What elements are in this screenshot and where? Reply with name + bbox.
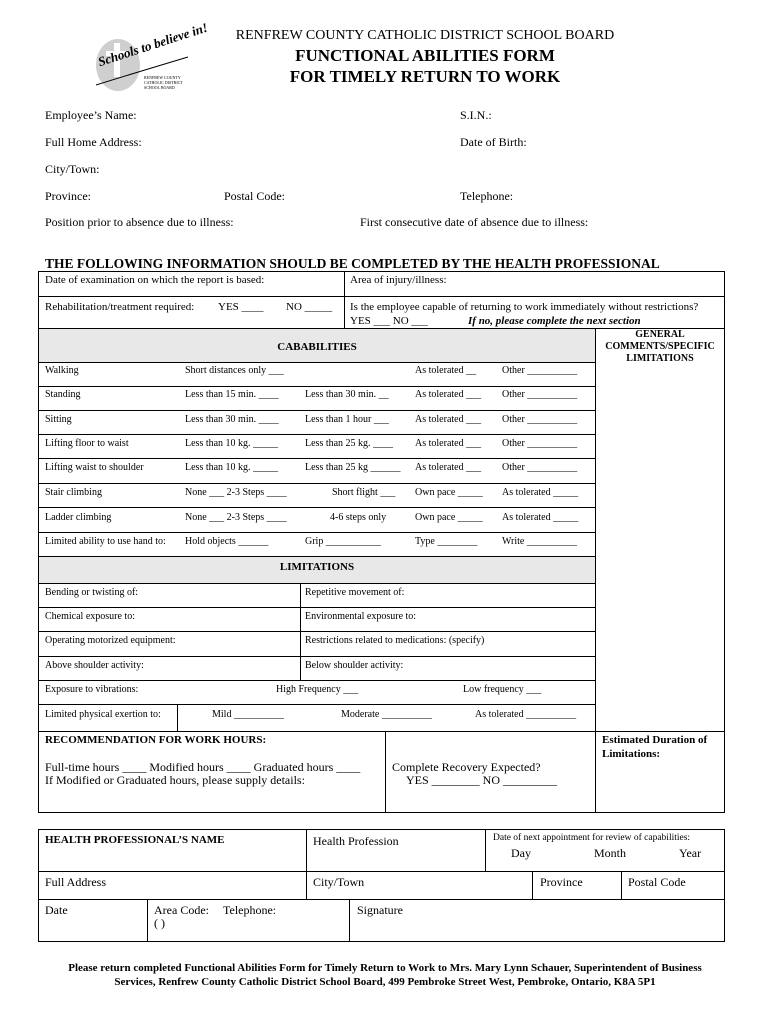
dob-label: Date of Birth: [460, 135, 527, 149]
cap-row-label: Lifting floor to waist [45, 438, 129, 449]
cap-row-label: Lifting waist to shoulder [45, 462, 144, 473]
duration-heading-line1: Estimated Duration of [602, 734, 708, 746]
signature-label[interactable]: Signature [357, 903, 403, 917]
recommendation-heading: RECOMMENDATION FOR WORK HOURS: [45, 734, 267, 746]
mild-option[interactable]: Mild __________ [212, 709, 284, 720]
comments-heading [596, 329, 724, 365]
logo [88, 19, 210, 95]
rehab-yes[interactable]: YES ____ [218, 301, 264, 313]
professional-name-label[interactable]: HEALTH PROFESSIONAL’S NAME [45, 834, 225, 846]
date-label[interactable]: Date [45, 903, 68, 917]
rehab-label: Rehabilitation/treatment required: [45, 301, 195, 313]
section-heading: THE FOLLOWING INFORMATION SHOULD BE COMPLETED BY THE HEALTH PROFESSIONAL [45, 256, 660, 271]
cap-option[interactable]: Short distances only ___ [185, 365, 284, 376]
cap-option[interactable]: As tolerated _____ [502, 512, 579, 523]
province-label: Province: [45, 189, 91, 203]
logo-subtext: RENFREW COUNTY CATHOLIC DISTRICT SCHOOL BOARD [144, 75, 183, 90]
form-title: FUNCTIONAL ABILITIES FORM [295, 46, 555, 65]
next-appointment-label: Date of next appointment for review of capabilities: [493, 833, 691, 843]
position-label: Position prior to absence due to illness: [45, 215, 234, 229]
cap-option[interactable]: As tolerated ___ [415, 438, 482, 449]
footer-line2: Services, Renfrew County Catholic District School Board, 499 Pembroke Street West, Pembroke, Ontario, K8A 5P1 [114, 976, 656, 988]
cap-row-label: Stair climbing [45, 487, 102, 498]
logo-text: Schools to believe in! [96, 19, 210, 70]
exam-date-label: Date of examination on which the report is based: [45, 274, 265, 286]
cap-option[interactable]: Less than 25 kg. ____ [305, 438, 394, 449]
limitation-field[interactable]: Repetitive movement of: [305, 587, 405, 598]
professional-city-label[interactable]: City/Town [313, 875, 365, 889]
limitation-field[interactable]: Above shoulder activity: [45, 660, 144, 671]
city-label: City/Town: [45, 162, 100, 176]
cap-option[interactable]: Less than 10 kg. _____ [185, 462, 279, 473]
area-code-parens: ( ) [154, 916, 165, 930]
telephone-label: Telephone: [460, 189, 514, 203]
limitation-field[interactable]: Operating motorized equipment: [45, 635, 176, 646]
employee-name-label: Employee’s Name: [45, 108, 137, 122]
day-label[interactable]: Day [511, 846, 531, 860]
cap-option[interactable]: None ___ 2-3 Steps ____ [185, 487, 287, 498]
limitation-field[interactable]: Restrictions related to medications: (specify) [305, 635, 485, 646]
cap-option[interactable]: As tolerated ___ [415, 389, 482, 400]
cap-option[interactable]: Less than 15 min. ____ [185, 389, 279, 400]
cap-option[interactable]: Write __________ [502, 536, 577, 547]
cap-row-label: Standing [45, 389, 81, 400]
limitation-field[interactable]: Environmental exposure to: [305, 611, 417, 622]
cap-option[interactable]: As tolerated _____ [502, 487, 579, 498]
limitation-field[interactable]: Below shoulder activity: [305, 660, 404, 671]
professional-telephone-label[interactable]: Telephone: [223, 903, 277, 917]
as-tolerated-option[interactable]: As tolerated __________ [475, 709, 577, 720]
cap-option[interactable]: As tolerated ___ [415, 414, 482, 425]
professional-address-label[interactable]: Full Address [45, 875, 107, 889]
professional-province-label[interactable]: Province [540, 875, 583, 889]
recovery-yes-no[interactable]: YES ________ NO _________ [406, 773, 558, 787]
postal-code-label: Postal Code: [224, 189, 286, 203]
cap-option[interactable]: Less than 30 min. __ [305, 389, 389, 400]
high-frequency-option[interactable]: High Frequency ___ [276, 684, 359, 695]
injury-area-label: Area of injury/illness: [350, 274, 447, 286]
cap-option[interactable]: Less than 10 kg. _____ [185, 438, 279, 449]
low-frequency-option[interactable]: Low frequency ___ [463, 684, 542, 695]
limitations-heading: LIMITATIONS [279, 561, 355, 573]
comments-heading-line2: COMMENTS/SPECIFIC [605, 341, 715, 352]
year-label[interactable]: Year [679, 846, 702, 860]
cap-row-label: Limited ability to use hand to: [45, 536, 166, 547]
cap-option[interactable]: None ___ 2-3 Steps ____ [185, 512, 287, 523]
form-subtitle: FOR TIMELY RETURN TO WORK [289, 67, 561, 86]
cap-option[interactable]: As tolerated ___ [415, 462, 482, 473]
cap-option[interactable]: Less than 30 min. ____ [185, 414, 279, 425]
cap-option[interactable]: Type ________ [415, 536, 478, 547]
exertion-label: Limited physical exertion to: [45, 709, 161, 720]
cap-option[interactable]: Grip ___________ [305, 536, 381, 547]
cap-option[interactable]: Own pace _____ [415, 512, 483, 523]
month-label[interactable]: Month [594, 846, 627, 860]
cap-option[interactable]: As tolerated __ [415, 365, 477, 376]
moderate-option[interactable]: Moderate __________ [341, 709, 432, 720]
cap-option[interactable]: Other __________ [502, 414, 578, 425]
capabilities-heading: CABABILITIES [277, 341, 357, 353]
professional-postal-label[interactable]: Postal Code [628, 875, 686, 889]
capable-note: If no, please complete the next section [468, 315, 641, 327]
footer-line1: Please return completed Functional Abilities Form for Timely Return to Work to Mrs. Mary Lynn Schauer, Superintendent of Business [68, 962, 702, 974]
first-absence-date-label: First consecutive date of absence due to illness: [360, 215, 589, 229]
cap-option[interactable]: Less than 1 hour ___ [305, 414, 389, 425]
work-hours-options[interactable]: Full-time hours ____ Modified hours ____ Graduated hours ____ [45, 760, 361, 774]
limitation-field[interactable]: Bending or twisting of: [45, 587, 139, 598]
cap-option[interactable]: Short flight ___ [332, 487, 396, 498]
cap-option[interactable]: Less than 25 kg ______ [305, 462, 401, 473]
capable-question: Is the employee capable of returning to work immediately without restrictions? [350, 301, 699, 313]
board-name: RENFREW COUNTY CATHOLIC DISTRICT SCHOOL BOARD [235, 28, 615, 43]
comments-heading-line1: GENERAL [635, 329, 685, 340]
hours-details-label: If Modified or Graduated hours, please supply details: [45, 773, 305, 787]
area-code-label[interactable]: Area Code: [154, 903, 209, 917]
cap-option[interactable]: 4-6 steps only [330, 512, 387, 523]
cap-option[interactable]: Hold objects ______ [185, 536, 269, 547]
home-address-label: Full Home Address: [45, 135, 142, 149]
vibration-label: Exposure to vibrations: [45, 684, 139, 695]
comments-heading-line3: LIMITATIONS [626, 353, 694, 364]
duration-heading-line2: Limitations: [602, 748, 661, 760]
profession-label[interactable]: Health Profession [313, 834, 399, 848]
limitation-field[interactable]: Chemical exposure to: [45, 611, 135, 622]
rehab-no[interactable]: NO _____ [286, 301, 333, 313]
cap-option[interactable]: Own pace _____ [415, 487, 483, 498]
sin-label: S.I.N.: [460, 108, 492, 122]
cap-row-label: Ladder climbing [45, 512, 112, 523]
cap-row-label: Walking [45, 365, 79, 376]
cap-option[interactable]: Other __________ [502, 438, 578, 449]
cap-option[interactable]: Other __________ [502, 462, 578, 473]
capable-yes-no[interactable]: YES ___ NO ___ [350, 315, 428, 327]
recovery-question: Complete Recovery Expected? [392, 760, 541, 774]
cap-row-label: Sitting [45, 414, 72, 425]
cap-option[interactable]: Other __________ [502, 365, 578, 376]
cap-option[interactable]: Other __________ [502, 389, 578, 400]
